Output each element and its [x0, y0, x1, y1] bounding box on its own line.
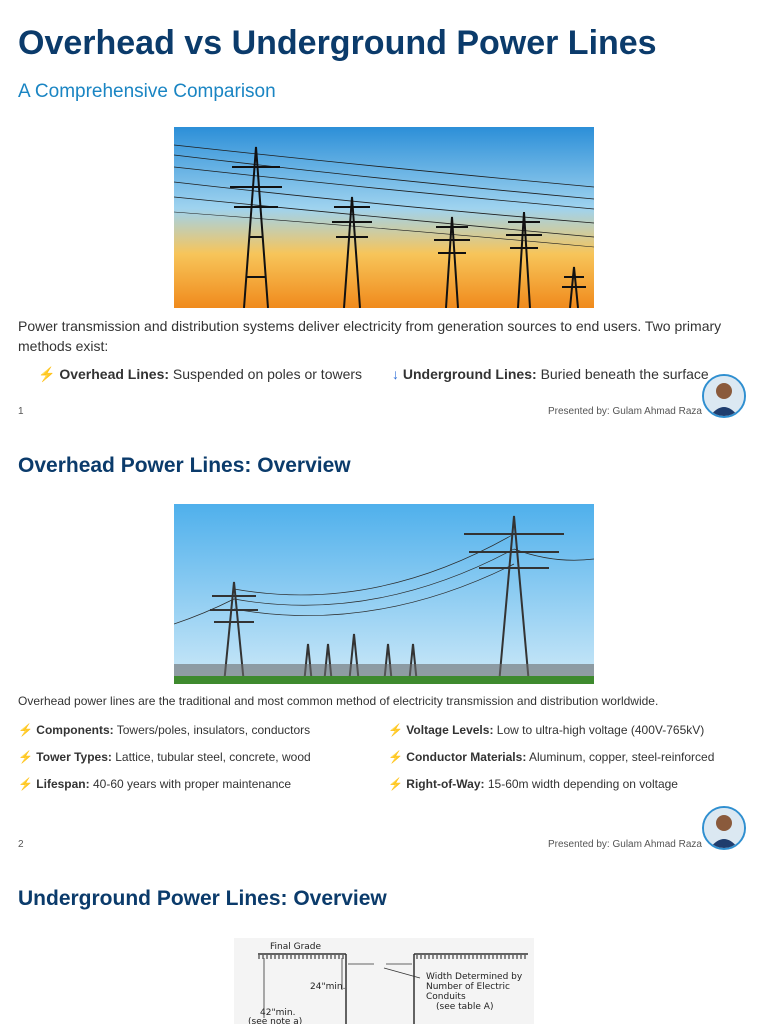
presenter-credit: Presented by: Gulam Ahmad Raza: [548, 406, 702, 417]
feature-text: Towers/poles, insulators, conductors: [116, 723, 311, 737]
slide1-subtitle: A Comprehensive Comparison: [18, 81, 276, 102]
slide2-title: Overhead Power Lines: Overview: [18, 454, 351, 477]
method-label: Underground Lines:: [402, 366, 537, 382]
feature-item: [18, 723, 310, 737]
feature-item: [18, 777, 291, 791]
presenter-credit: Presented by: Gulam Ahmad Raza: [548, 839, 702, 850]
lightning-bolt-icon: ⚡: [18, 777, 33, 791]
feature-item: [18, 750, 311, 764]
feature-text: Aluminum, copper, steel-reinforced: [528, 750, 715, 764]
overhead-lines-photo: [174, 504, 594, 684]
method-text: Buried beneath the surface: [540, 366, 709, 382]
page-number: 1: [18, 406, 24, 417]
arrow-down-icon: ↓: [392, 366, 399, 382]
slide1-intro: Power transmission and distribution systems deliver electricity from generation sources to end users. Two primary methods exist:: [18, 318, 722, 354]
underground-method-item: [392, 364, 709, 384]
feature-text: Lattice, tubular steel, concrete, wood: [115, 750, 311, 764]
feature-label: Tower Types:: [36, 750, 112, 764]
feature-label: Right-of-Way:: [406, 777, 485, 791]
method-label: Overhead Lines:: [59, 366, 170, 382]
slide2-intro: Overhead power lines are the traditional and most common method of electricity transmission and distribution worldwide.: [18, 694, 659, 708]
feature-label: Voltage Levels:: [406, 723, 494, 737]
depth-label: 24"min.: [310, 982, 346, 992]
feature-label: Conductor Materials:: [406, 750, 527, 764]
lightning-bolt-icon: ⚡: [388, 750, 403, 764]
lightning-bolt-icon: ⚡: [18, 750, 33, 764]
feature-item: [388, 723, 704, 737]
overhead-method-item: [38, 364, 362, 384]
lightning-bolt-icon: ⚡: [388, 723, 403, 737]
min-depth-note: (see note a): [248, 1017, 303, 1024]
min-depth-label: 42"min.: [260, 1008, 296, 1018]
slide3-title: Underground Power Lines: Overview: [18, 887, 387, 910]
feature-text: 15-60m width depending on voltage: [487, 777, 678, 791]
feature-item: [388, 750, 714, 764]
feature-item: [388, 777, 678, 791]
feature-text: Low to ultra-high voltage (400V-765kV): [496, 723, 705, 737]
lightning-bolt-icon: ⚡: [18, 723, 33, 737]
slide1-title: Overhead vs Underground Power Lines: [18, 24, 657, 62]
pylons-sunset-photo: [174, 127, 594, 308]
feature-label: Lifespan:: [36, 777, 90, 791]
page-number: 2: [18, 839, 24, 850]
trench-diagram: [234, 938, 534, 1024]
method-text: Suspended on poles or towers: [172, 366, 363, 382]
feature-label: Components:: [36, 723, 114, 737]
avatar: [702, 806, 746, 850]
avatar: [702, 374, 746, 418]
lightning-bolt-icon: ⚡: [388, 777, 403, 791]
lightning-bolt-icon: ⚡: [38, 366, 56, 382]
final-grade-label: Final Grade: [270, 942, 322, 952]
feature-text: 40-60 years with proper maintenance: [92, 777, 292, 791]
width-note: Width Determined by Number of Electric Conduits (see table A): [426, 972, 523, 1012]
